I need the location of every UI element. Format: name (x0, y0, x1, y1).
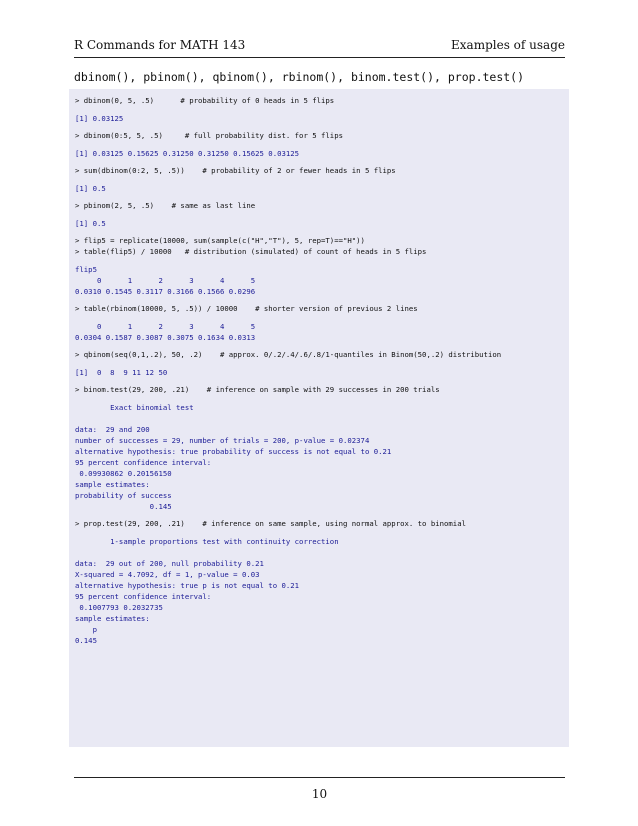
code-output-line: [1] 0.5 (75, 218, 106, 228)
code-output-line: 0.0304 0.1587 0.3087 0.3075 0.1634 0.0313 (75, 332, 256, 342)
code-input-line: > binom.test(29, 200, .21) # inference on sample with 29 successes in 200 trials (75, 385, 440, 394)
page-header (74, 34, 565, 58)
code-input-line: > sum(dbinom(0:2, 5, .5)) # probability of 2 or fewer heads in 5 flips (75, 166, 396, 175)
code-output-line: 0 1 2 3 4 5 (75, 275, 256, 285)
code-output-line: p (75, 624, 97, 634)
code-input-line: > table(flip5) / 10000 # distribution (simulated) of count of heads in 5 flips (75, 247, 427, 256)
code-output-line: 0.145 (75, 501, 172, 511)
code-input-line: > dbinom(0:5, 5, .5) # full probability dist. for 5 flips (75, 131, 343, 140)
header-rule (74, 57, 565, 58)
header-left-title: R Commands for MATH 143 (74, 38, 246, 52)
page-footer (74, 777, 565, 801)
code-output-line: alternative hypothesis: true probability of success is not equal to 0.21 (75, 446, 392, 456)
code-block (69, 89, 569, 747)
code-output-line: 0.1007793 0.2032735 (75, 602, 163, 612)
code-output-line: 0.145 (75, 635, 97, 645)
footer-rule (74, 777, 565, 778)
code-input-line: > dbinom(0, 5, .5) # probability of 0 heads in 5 flips (75, 96, 335, 105)
code-input-line: > table(rbinom(10000, 5, .5)) / 10000 # shorter version of previous 2 lines (75, 304, 418, 313)
section-title: dbinom(), pbinom(), qbinom(), rbinom(), binom.test(), prop.test() (74, 70, 525, 84)
code-input-line: > prop.test(29, 200, .21) # inference on same sample, using normal approx. to binomial (75, 519, 466, 528)
code-output-line: 0 1 2 3 4 5 (75, 321, 256, 331)
code-output-line: sample estimates: (75, 479, 150, 489)
code-output-line: 0.0310 0.1545 0.3117 0.3166 0.1566 0.0296 (75, 286, 256, 296)
code-output-line: alternative hypothesis: true p is not equal to 0.21 (75, 580, 300, 590)
code-output-line: data: 29 and 200 (75, 424, 150, 434)
code-output-line: [1] 0.5 (75, 183, 106, 193)
header-right-title: Examples of usage (451, 38, 565, 52)
code-output-line: [1] 0.03125 (75, 113, 124, 123)
code-output-line: [1] 0.03125 0.15625 0.31250 0.31250 0.15625 0.03125 (75, 148, 300, 158)
code-output-line: 95 percent confidence interval: (75, 591, 212, 601)
code-output-line: flip5 (75, 264, 97, 274)
code-input-line: > pbinom(2, 5, .5) # same as last line (75, 201, 256, 210)
code-output-line: 0.09930862 0.20156150 (75, 468, 172, 478)
code-output-line: sample estimates: (75, 613, 150, 623)
code-input-line: > qbinom(seq(0,1,.2), 50, .2) # approx. 0/.2/.4/.6/.8/1-quantiles in Binom(50,.2) distribution (75, 350, 502, 359)
code-output-line: Exact binomial test (75, 402, 194, 412)
code-output-line: number of successes = 29, number of trials = 200, p-value = 0.02374 (75, 435, 370, 445)
code-output-line: 1-sample proportions test with continuity correction (75, 536, 339, 546)
code-output-line: probability of success (75, 490, 172, 500)
code-output-line: X-squared = 4.7092, df = 1, p-value = 0.03 (75, 569, 260, 579)
code-output-line: 95 percent confidence interval: (75, 457, 212, 467)
page-number: 10 (311, 787, 328, 801)
code-output-line: data: 29 out of 200, null probability 0.21 (75, 558, 264, 568)
code-output-line: [1] 0 8 9 11 12 50 (75, 367, 168, 377)
code-input-line: > flip5 = replicate(10000, sum(sample(c("H","T"), 5, rep=T)=="H")) (75, 236, 365, 245)
